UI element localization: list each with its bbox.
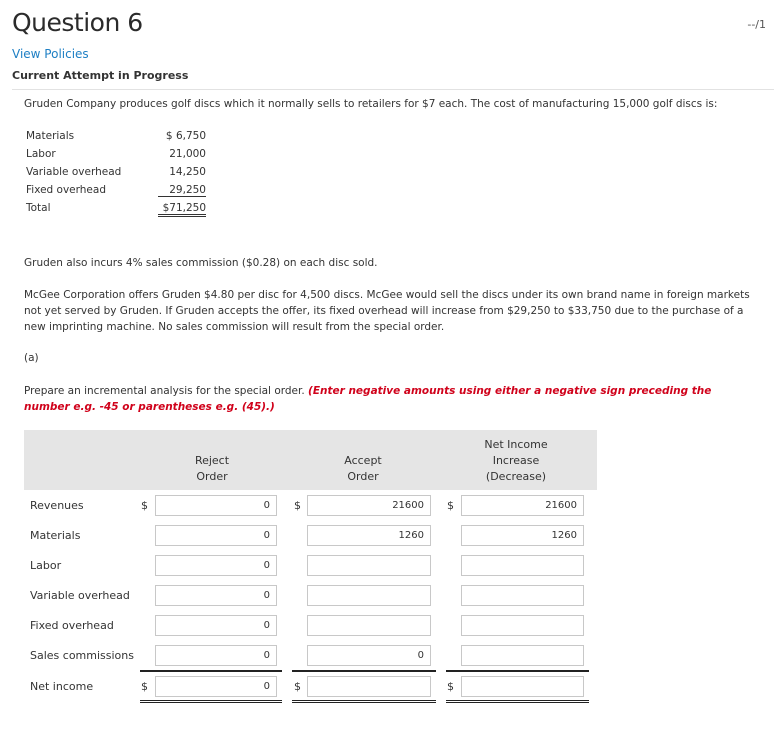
cost-value: 14,250 [169,166,206,178]
revenues-reject-input[interactable] [155,495,277,516]
materials-reject-input[interactable] [155,525,277,546]
cost-row-labor [26,148,206,166]
row-label-revenues: Revenues [30,499,84,512]
total-double-line [446,700,589,703]
col-header-net [460,437,572,485]
net-income-net-input[interactable] [461,676,584,697]
col-header-reject [160,453,264,485]
cost-row-materials [26,130,206,148]
cost-value: $ 6,750 [165,130,206,142]
net-income-reject-input[interactable] [155,676,277,697]
subtotal-line [140,670,282,672]
subtotal-line [292,670,436,672]
total-double-line [292,700,436,703]
variable-overhead-reject-input[interactable] [155,585,277,606]
col-header-line: Reject [194,454,230,467]
instruction-main: Prepare an incremental analysis for the special order. [24,385,305,397]
col-header-line: Order [196,470,228,483]
row-label-materials: Materials [30,529,81,542]
commission-text: Gruden also incurs 4% sales commission ($0.28) on each disc sold. [24,257,378,269]
total-double-line [140,700,282,703]
col-header-line: Net Income [484,438,548,451]
cost-value: 29,250 [158,184,206,197]
row-label-labor: Labor [30,559,62,572]
currency-symbol: $ [447,680,454,693]
cost-label: Total [26,202,51,214]
labor-reject-input[interactable] [155,555,277,576]
question-title: Question 6 [12,8,143,37]
problem-intro: Gruden Company produces golf discs which it normally sells to retailers for $7 each. The cost of manufacturing 15,000 golf discs is: [24,98,718,110]
sales-commissions-reject-input[interactable] [155,645,277,666]
cost-label: Labor [26,148,56,160]
cost-row-total [26,202,206,220]
col-header-line: Increase [492,454,540,467]
instruction-text [24,383,724,415]
cost-value: $71,250 [158,202,206,217]
materials-net-input[interactable] [461,525,584,546]
revenues-net-input[interactable] [461,495,584,516]
variable-overhead-accept-input[interactable] [307,585,431,606]
cost-label: Fixed overhead [26,184,106,196]
header-divider [12,89,774,90]
fixed-overhead-net-input[interactable] [461,615,584,636]
row-label-variable-overhead: Variable overhead [30,589,130,602]
revenues-accept-input[interactable] [307,495,431,516]
offer-text: McGee Corporation offers Gruden $4.80 per disc for 4,500 discs. McGee would sell the discs under its own brand name in foreign markets not yet served by Gruden. If Gruden accepts the offer, its fixed overhead will increase from $29,250 to $33,750 due to the purchase of a new imprinting machine. No sales commission will result from the special order. [24,289,750,333]
sales-commissions-accept-input[interactable] [307,645,431,666]
fixed-overhead-reject-input[interactable] [155,615,277,636]
net-income-accept-input[interactable] [307,676,431,697]
materials-accept-input[interactable] [307,525,431,546]
currency-symbol: $ [294,499,301,512]
col-header-accept [310,453,416,485]
currency-symbol: $ [141,499,148,512]
cost-label: Materials [26,130,75,142]
currency-symbol: $ [141,680,148,693]
labor-accept-input[interactable] [307,555,431,576]
cost-row-fixed-overhead [26,184,206,202]
score-indicator: --/1 [747,18,766,31]
attempt-status: Current Attempt in Progress [12,69,189,82]
variable-overhead-net-input[interactable] [461,585,584,606]
col-header-line: Accept [344,454,382,467]
currency-symbol: $ [294,680,301,693]
sales-commissions-net-input[interactable] [461,645,584,666]
cost-table [26,130,206,220]
cost-row-variable-overhead [26,166,206,184]
row-label-sales-commissions: Sales commissions [30,649,134,662]
instruction-note: (Enter negative amounts using either a negative sign preceding the number e.g. -45 or parentheses e.g. (45).) [24,385,712,413]
col-header-line: (Decrease) [485,470,547,483]
row-label-fixed-overhead: Fixed overhead [30,619,114,632]
part-label: (a) [24,352,39,364]
labor-net-input[interactable] [461,555,584,576]
subtotal-line [446,670,589,672]
currency-symbol: $ [447,499,454,512]
cost-label: Variable overhead [26,166,122,178]
col-header-line: Order [347,470,379,483]
view-policies-link[interactable]: View Policies [12,47,89,61]
fixed-overhead-accept-input[interactable] [307,615,431,636]
row-label-net-income: Net income [30,680,94,693]
cost-value: 21,000 [169,148,206,160]
